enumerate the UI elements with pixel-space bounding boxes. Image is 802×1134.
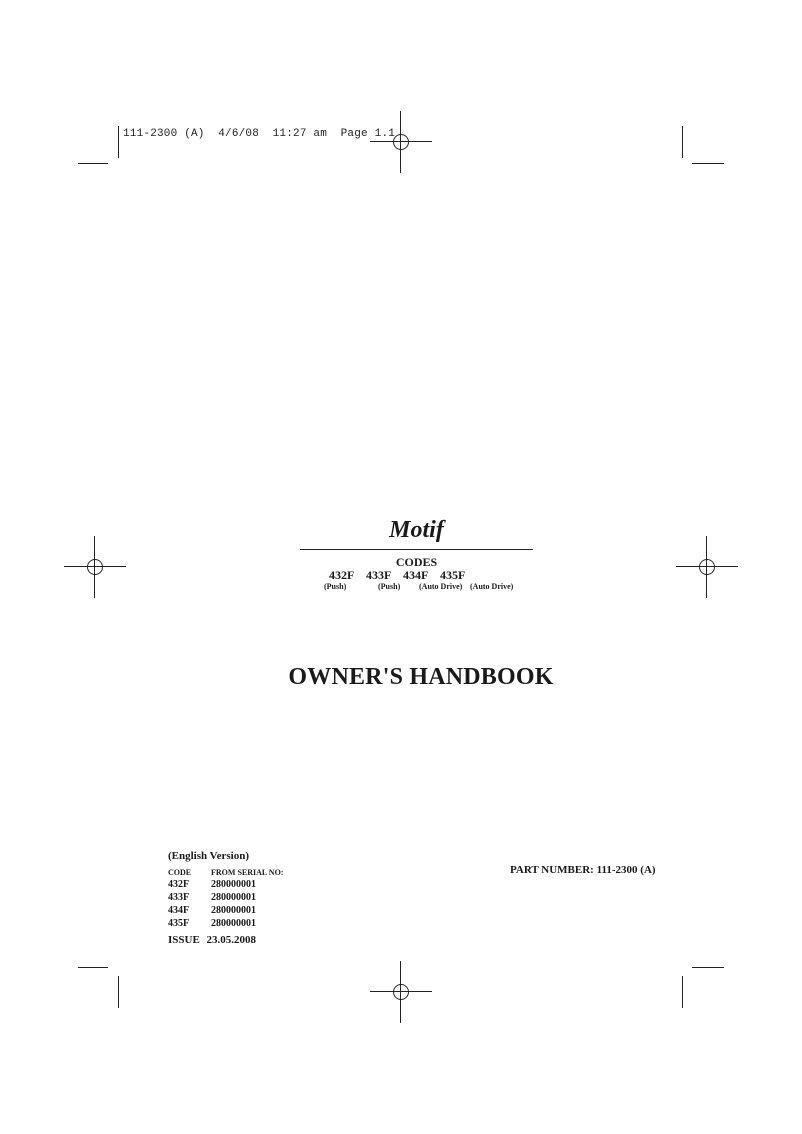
registration-mark — [676, 536, 738, 598]
code-434f: 434F — [403, 568, 429, 582]
code-432f: 432F — [329, 568, 355, 582]
language-version: (English Version) — [168, 850, 249, 862]
print-slug: 111-2300 (A) 4/6/08 11:27 am Page 1.1 — [123, 128, 396, 140]
issue-line — [168, 934, 256, 946]
product-name: Motif — [389, 517, 444, 543]
crop-mark — [692, 163, 724, 164]
crop-mark — [118, 126, 119, 158]
registration-mark — [370, 961, 432, 1023]
row-code: 432F — [168, 879, 190, 890]
type-432f: (Push) — [324, 582, 347, 591]
crop-mark — [118, 976, 119, 1008]
crop-mark — [78, 967, 108, 968]
type-435f: (Auto Drive) — [470, 582, 514, 591]
row-serial: 280000001 — [211, 905, 256, 916]
code-435f: 435F — [440, 568, 466, 582]
row-code: 435F — [168, 918, 190, 929]
crop-mark — [692, 967, 724, 968]
title-rule — [300, 549, 533, 550]
crop-mark — [78, 163, 108, 164]
row-serial: 280000001 — [211, 879, 256, 890]
part-number: PART NUMBER: 111-2300 (A) — [510, 864, 656, 876]
row-serial: 280000001 — [211, 918, 256, 929]
document-title: OWNER'S HANDBOOK — [288, 664, 554, 690]
registration-mark — [64, 536, 126, 598]
type-434f: (Auto Drive) — [419, 582, 463, 591]
crop-mark — [682, 976, 683, 1008]
header-code: CODE — [168, 868, 192, 877]
header-serial: FROM SERIAL NO: — [211, 868, 284, 877]
issue-date: 23.05.2008 — [206, 934, 257, 946]
codes-label: CODES — [395, 555, 438, 569]
registration-mark — [370, 111, 432, 173]
row-serial: 280000001 — [211, 892, 256, 903]
issue-label: ISSUE — [168, 934, 200, 946]
crop-mark — [682, 126, 683, 158]
row-code: 433F — [168, 892, 190, 903]
code-433f: 433F — [366, 568, 392, 582]
type-433f: (Push) — [378, 582, 401, 591]
row-code: 434F — [168, 905, 190, 916]
